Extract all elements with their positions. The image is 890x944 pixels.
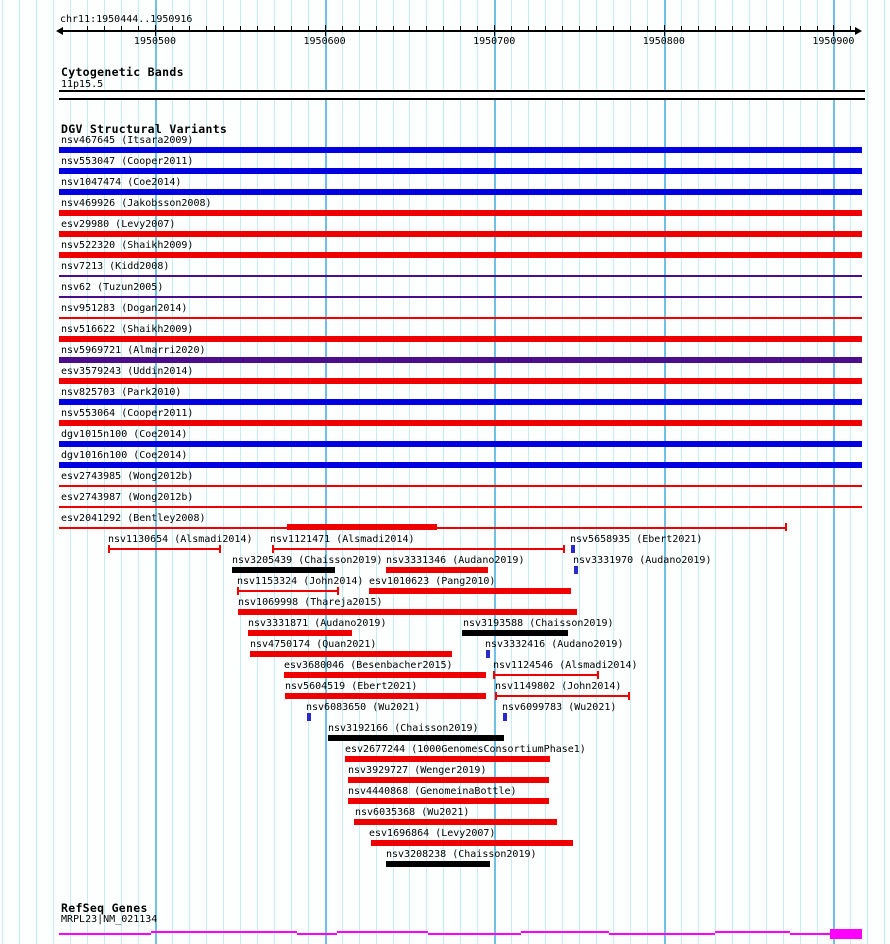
variant-bar[interactable] xyxy=(328,735,504,741)
cytoband-label: 11p15.5 xyxy=(61,79,104,90)
variant-label[interactable]: nsv825703 (Park2010) xyxy=(61,387,182,398)
ruler-minor-tick xyxy=(172,26,173,31)
variant-bar[interactable] xyxy=(59,189,862,195)
grid-line-minor xyxy=(308,0,309,944)
variant-bar[interactable] xyxy=(354,819,557,825)
ruler-minor-tick xyxy=(698,26,699,31)
ruler-minor-tick xyxy=(562,26,563,31)
variant-bar[interactable] xyxy=(250,651,452,657)
variant-label[interactable]: nsv3332416 (Audano2019) xyxy=(485,639,624,650)
section-header-refseq: RefSeq Genes xyxy=(61,901,148,915)
ruler-minor-tick xyxy=(715,26,716,31)
grid-line-minor xyxy=(257,0,258,944)
ruler-minor-tick xyxy=(511,26,512,31)
variant-bar-endtick xyxy=(237,587,239,595)
ruler-minor-tick xyxy=(613,26,614,31)
variant-bar-endtick xyxy=(785,523,787,531)
ruler-minor-tick xyxy=(545,26,546,31)
ruler-minor-tick xyxy=(376,26,377,31)
grid-line-minor xyxy=(647,0,648,944)
ruler-minor-tick xyxy=(189,26,190,31)
ruler-minor-tick xyxy=(800,26,801,31)
ruler-minor-tick xyxy=(477,26,478,31)
variant-bar[interactable] xyxy=(232,567,335,573)
grid-line-minor xyxy=(850,0,851,944)
ruler-major-tick xyxy=(833,25,834,36)
grid-line-minor xyxy=(783,0,784,944)
variant-bar[interactable] xyxy=(386,567,488,573)
grid-line-minor xyxy=(274,0,275,944)
ruler-minor-tick xyxy=(274,26,275,31)
ruler-minor-tick xyxy=(783,26,784,31)
variant-bar[interactable] xyxy=(59,252,862,258)
variant-label[interactable]: nsv4440868 (GenomeinaBottle) xyxy=(348,786,517,797)
grid-line-minor xyxy=(732,0,733,944)
ruler-minor-tick xyxy=(766,26,767,31)
ruler-major-tick xyxy=(155,25,156,36)
grid-line-minor xyxy=(223,0,224,944)
variant-bar[interactable] xyxy=(59,231,862,237)
variant-label[interactable]: nsv5658935 (Ebert2021) xyxy=(570,534,703,545)
variant-bar[interactable] xyxy=(59,296,862,298)
variant-bar[interactable] xyxy=(59,485,862,487)
gene-line-segment[interactable] xyxy=(151,931,297,933)
variant-label[interactable]: nsv3331871 (Audano2019) xyxy=(248,618,387,629)
variant-label[interactable]: nsv516622 (Shaikh2009) xyxy=(61,324,194,335)
variant-label[interactable]: nsv3193588 (Chaisson2019) xyxy=(463,618,614,629)
variant-bar-endtick xyxy=(628,692,630,700)
gene-line-segment[interactable] xyxy=(428,933,521,935)
variant-bar[interactable] xyxy=(238,609,577,615)
ruler-minor-tick xyxy=(308,26,309,31)
variant-bar[interactable] xyxy=(59,378,862,384)
ruler-minor-tick xyxy=(121,26,122,31)
variant-label[interactable]: nsv4750174 (Quan2021) xyxy=(250,639,377,650)
grid-line-minor xyxy=(681,0,682,944)
ruler-minor-tick xyxy=(596,26,597,31)
section-header-dgv: DGV Structural Variants xyxy=(61,122,228,136)
variant-bar-line[interactable] xyxy=(108,548,221,550)
ruler-minor-tick xyxy=(630,26,631,31)
variant-bar[interactable] xyxy=(462,630,568,636)
variant-bar-endtick xyxy=(219,545,221,553)
variant-label[interactable]: esv2041292 (Bentley2008) xyxy=(61,513,206,524)
grid-line-minor xyxy=(867,0,868,944)
gene-line-segment[interactable] xyxy=(609,933,715,935)
variant-bar[interactable] xyxy=(59,462,862,468)
ruler-minor-tick xyxy=(817,26,818,31)
ruler-line xyxy=(62,30,856,32)
variant-bar[interactable] xyxy=(59,210,862,216)
section-header-cytogenetic: Cytogenetic Bands xyxy=(61,65,184,79)
variant-label[interactable]: dgv1016n100 (Coe2014) xyxy=(61,450,188,461)
grid-line-minor xyxy=(2,0,3,944)
ruler-minor-tick xyxy=(342,26,343,31)
ruler-minor-tick xyxy=(359,26,360,31)
gene-line-segment[interactable] xyxy=(715,931,790,933)
ruler-major-tick xyxy=(664,25,665,36)
variant-label[interactable]: esv29980 (Levy2007) xyxy=(61,219,176,230)
grid-line-minor xyxy=(630,0,631,944)
gene-line-segment[interactable] xyxy=(337,931,428,933)
ruler-minor-tick xyxy=(206,26,207,31)
ruler-minor-tick xyxy=(104,26,105,31)
grid-line-major xyxy=(325,0,327,944)
variant-bar[interactable] xyxy=(348,798,549,804)
variant-label[interactable]: esv3579243 (Uddin2014) xyxy=(61,366,194,377)
ruler-minor-tick xyxy=(223,26,224,31)
variant-bar-line[interactable] xyxy=(237,590,339,592)
grid-line-minor xyxy=(800,0,801,944)
grid-line-minor xyxy=(613,0,614,944)
ruler-minor-tick xyxy=(681,26,682,31)
grid-line-minor xyxy=(698,0,699,944)
variant-label[interactable]: esv2677244 (1000GenomesConsortiumPhase1) xyxy=(345,744,586,755)
grid-line-major xyxy=(833,0,835,944)
variant-bar[interactable] xyxy=(59,506,862,508)
variant-label[interactable]: nsv553064 (Cooper2011) xyxy=(61,408,194,419)
variant-bar-tick[interactable] xyxy=(571,545,575,553)
variant-label[interactable]: nsv1124546 (Alsmadi2014) xyxy=(493,660,638,671)
grid-line-minor xyxy=(240,0,241,944)
variant-bar[interactable] xyxy=(371,840,573,846)
variant-label[interactable]: nsv3205439 (Chaisson2019) xyxy=(232,555,383,566)
ruler-minor-tick xyxy=(732,26,733,31)
variant-bar-tick[interactable] xyxy=(574,566,578,574)
variant-label[interactable]: nsv6035368 (Wu2021) xyxy=(355,807,470,818)
cytoband-box[interactable] xyxy=(59,90,865,100)
ruler-tick-label: 1950600 xyxy=(303,36,346,47)
grid-line-minor xyxy=(53,0,54,944)
variant-bar[interactable] xyxy=(59,317,862,319)
variant-bar[interactable] xyxy=(284,672,486,678)
variant-bar[interactable] xyxy=(248,630,352,636)
grid-line-major xyxy=(664,0,666,944)
ruler-minor-tick xyxy=(138,26,139,31)
ruler-major-tick xyxy=(325,25,326,36)
grid-line-minor xyxy=(817,0,818,944)
grid-line-minor xyxy=(342,0,343,944)
grid-line-minor xyxy=(206,0,207,944)
variant-label[interactable]: nsv1153324 (John2014) xyxy=(237,576,364,587)
variant-bar[interactable] xyxy=(285,693,486,699)
variant-bar[interactable] xyxy=(345,756,550,762)
ruler-tick-label: 1950700 xyxy=(473,36,516,47)
variant-label[interactable]: esv2743987 (Wong2012b) xyxy=(61,492,194,503)
variant-bar-endtick xyxy=(272,545,274,553)
variant-bar-tick[interactable] xyxy=(503,713,507,721)
variant-bar[interactable] xyxy=(369,588,571,594)
gene-line-segment[interactable] xyxy=(297,933,337,935)
variant-label[interactable]: nsv1130654 (Alsmadi2014) xyxy=(108,534,253,545)
grid-line-minor xyxy=(291,0,292,944)
ruler-minor-tick xyxy=(393,26,394,31)
gene-name-label[interactable]: MRPL23|NM_021134 xyxy=(61,914,158,925)
variant-bar[interactable] xyxy=(386,861,490,867)
variant-bar-line[interactable] xyxy=(272,548,565,550)
ruler-minor-tick xyxy=(409,26,410,31)
variant-bar-endtick xyxy=(597,671,599,679)
ruler-major-tick xyxy=(494,25,495,36)
variant-bar[interactable] xyxy=(348,777,549,783)
variant-label[interactable]: nsv3192166 (Chaisson2019) xyxy=(328,723,479,734)
ruler-right-arrow-icon xyxy=(855,27,862,35)
variant-bar-endtick xyxy=(337,587,339,595)
gene-exon-box[interactable] xyxy=(830,929,862,939)
ruler-minor-tick xyxy=(240,26,241,31)
ruler-tick-label: 1950900 xyxy=(812,36,855,47)
variant-label[interactable]: dgv1015n100 (Coe2014) xyxy=(61,429,188,440)
ruler-minor-tick xyxy=(426,26,427,31)
variant-label[interactable]: nsv6083650 (Wu2021) xyxy=(306,702,421,713)
variant-bar-endtick xyxy=(493,671,495,679)
variant-label[interactable]: nsv522320 (Shaikh2009) xyxy=(61,240,194,251)
variant-bar[interactable] xyxy=(59,336,862,342)
variant-label[interactable]: nsv1069998 (Thareja2015) xyxy=(238,597,383,608)
grid-line-minor xyxy=(596,0,597,944)
variant-bar[interactable] xyxy=(59,168,862,174)
variant-label[interactable]: nsv3929727 (Wenger2019) xyxy=(348,765,487,776)
ruler-minor-tick xyxy=(87,26,88,31)
grid-line-minor xyxy=(766,0,767,944)
variant-label[interactable]: nsv1149802 (John2014) xyxy=(495,681,622,692)
grid-line-minor xyxy=(19,0,20,944)
ruler-minor-tick xyxy=(647,26,648,31)
grid-line-minor xyxy=(715,0,716,944)
variant-label[interactable]: nsv7213 (Kidd2008) xyxy=(61,261,170,272)
ruler-minor-tick xyxy=(579,26,580,31)
ruler-minor-tick xyxy=(749,26,750,31)
variant-bar-line[interactable] xyxy=(493,674,599,676)
variant-label[interactable]: esv2743985 (Wong2012b) xyxy=(61,471,194,482)
variant-label[interactable]: esv1010623 (Pang2010) xyxy=(369,576,496,587)
variant-label[interactable]: nsv3208238 (Chaisson2019) xyxy=(386,849,537,860)
variant-bar-endtick xyxy=(108,545,110,553)
variant-bar-tick[interactable] xyxy=(486,650,490,658)
variant-label[interactable]: nsv5969721 (Almarri2020) xyxy=(61,345,206,356)
variant-label[interactable]: esv3680046 (Besenbacher2015) xyxy=(284,660,453,671)
variant-label[interactable]: nsv5604519 (Ebert2021) xyxy=(285,681,418,692)
variant-bar[interactable] xyxy=(59,147,862,153)
variant-label[interactable]: nsv467645 (Itsara2009) xyxy=(61,135,194,146)
ruler-tick-label: 1950500 xyxy=(133,36,177,47)
variant-label[interactable]: esv1696864 (Levy2007) xyxy=(369,828,496,839)
ruler-minor-tick xyxy=(257,26,258,31)
variant-label[interactable]: nsv1047474 (Coe2014) xyxy=(61,177,182,188)
grid-line-minor xyxy=(562,0,563,944)
ruler-minor-tick xyxy=(291,26,292,31)
variant-label[interactable]: nsv951283 (Dogan2014) xyxy=(61,303,188,314)
gene-line-segment[interactable] xyxy=(59,933,151,935)
variant-bar[interactable] xyxy=(59,441,862,447)
variant-bar[interactable] xyxy=(59,357,862,363)
variant-label[interactable]: nsv1121471 (Alsmadi2014) xyxy=(270,534,415,545)
variant-label[interactable]: nsv3331346 (Audano2019) xyxy=(386,555,525,566)
ruler-minor-tick xyxy=(443,26,444,31)
grid-line-minor xyxy=(579,0,580,944)
variant-label[interactable]: nsv553047 (Cooper2011) xyxy=(61,156,194,167)
grid-line-minor xyxy=(884,0,885,944)
variant-label[interactable]: nsv62 (Tuzun2005) xyxy=(61,282,164,293)
region-title: chr11:1950444..1950916 xyxy=(60,14,193,25)
ruler-minor-tick xyxy=(850,26,851,31)
variant-label[interactable]: nsv3331970 (Audano2019) xyxy=(573,555,712,566)
variant-bar-segment[interactable] xyxy=(287,524,437,530)
grid-line-minor xyxy=(36,0,37,944)
variant-label[interactable]: nsv469926 (Jakobsson2008) xyxy=(61,198,212,209)
ruler-left-arrow-icon xyxy=(56,27,63,35)
ruler-minor-tick xyxy=(460,26,461,31)
variant-bar-tick[interactable] xyxy=(307,713,311,721)
variant-bar[interactable] xyxy=(59,420,862,426)
gene-line-segment[interactable] xyxy=(790,933,830,935)
variant-bar[interactable] xyxy=(59,275,862,277)
gene-line-segment[interactable] xyxy=(521,931,609,933)
ruler-tick-label: 1950800 xyxy=(642,36,685,47)
variant-bar-endtick xyxy=(563,545,565,553)
ruler-minor-tick xyxy=(528,26,529,31)
variant-label[interactable]: nsv6099783 (Wu2021) xyxy=(502,702,617,713)
variant-bar-endtick xyxy=(495,692,497,700)
variant-bar[interactable] xyxy=(59,399,862,405)
variant-bar-line[interactable] xyxy=(495,695,630,697)
grid-line-minor xyxy=(749,0,750,944)
